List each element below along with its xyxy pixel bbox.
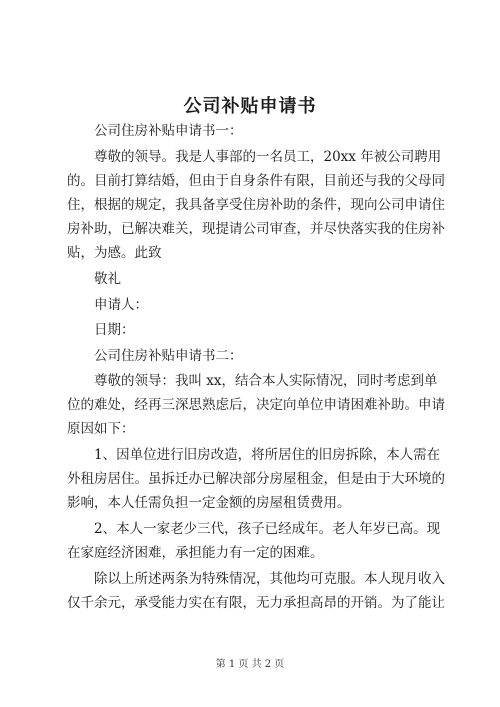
date-label: 日期： (94, 322, 135, 338)
paragraph-line: 1、因单位进行旧房改造，将所居住的旧房拆除，本人需在 (94, 447, 441, 463)
paragraph-line: 仅千余元，承受能力实在有限，无力承担高昂的开销。为了能让 (67, 595, 445, 611)
section-heading-2: 公司住房补贴申请书二： (94, 348, 243, 364)
applicant-label: 申请人： (94, 297, 148, 313)
paragraph-line: 住，根据的规定，我具备享受住房补助的条件，现向公司申请住 (67, 197, 445, 213)
section-heading-1: 公司住房补贴申请书一： (94, 123, 243, 139)
paragraph-line: 在家庭经济困难，承担能力有一定的困难。 (67, 545, 324, 561)
paragraph-line: 位的难处，经再三深思熟虑后，决定向单位申请困难补助。申请 (67, 397, 445, 413)
paragraph-line: 尊敬的领导：我叫 xx，结合本人实际情况，同时考虑到单 (94, 373, 438, 389)
paragraph-line: 2、本人一家老少三代，孩子已经成年。老人年岁已高。现 (94, 521, 441, 537)
paragraph-line: 除以上所述两条为特殊情况，其他均可克服。本人现月收入 (94, 571, 445, 587)
paragraph-line: 贴，为感。此致 (67, 245, 162, 261)
paragraph-line: 影响，本人任需负担一定金额的房屋租赁费用。 (67, 495, 351, 511)
paragraph-line: 尊敬的领导。我是人事部的一名员工，20xx 年被公司聘用 (94, 149, 442, 165)
page-footer: 第 1 页 共 2 页 (215, 659, 285, 670)
paragraph-line: 外租房居住。虽拆迁办已解决部分房屋租金，但是由于大环境的 (67, 471, 445, 487)
paragraph-line: 原因如下： (67, 421, 135, 437)
paragraph-line: 的。目前打算结婚，但由于自身条件有限，目前还与我的父母同 (67, 173, 445, 189)
salutation: 敬礼 (94, 271, 121, 287)
document-title: 公司补贴申请书 (183, 96, 317, 117)
paragraph-line: 房补助，已解决难关，现提请公司审查，并尽快落实我的住房补 (67, 221, 445, 237)
